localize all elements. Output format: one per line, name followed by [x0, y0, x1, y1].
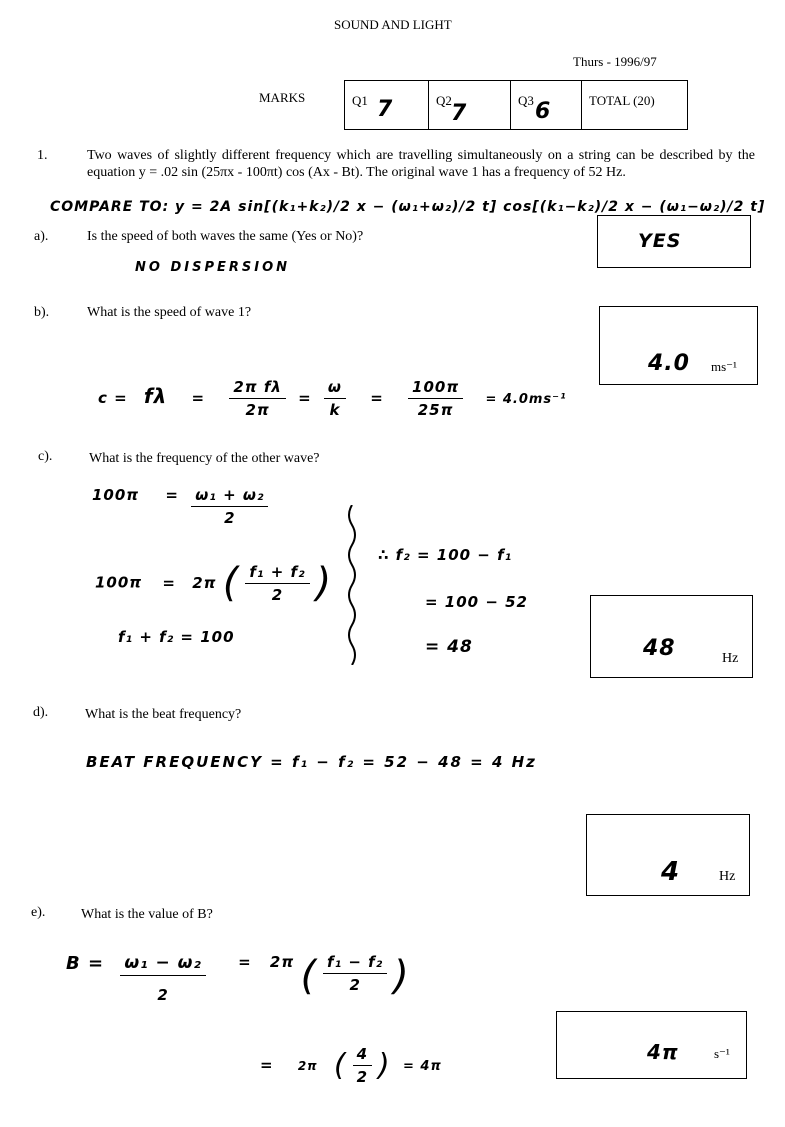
fraction: $\frac{\text{f₁ + f₂}}{2}$ [245, 563, 309, 604]
working-term: = [260, 1056, 274, 1074]
working-term: = [165, 486, 179, 504]
part-d-question: What is the beat frequency? [85, 707, 242, 722]
working-term: = 4π [403, 1059, 442, 1074]
curly-brace-icon [342, 505, 362, 665]
part-a-working: NO DISPERSION [135, 260, 290, 275]
part-a-question: Is the speed of both waves the same (Yes or No)? [87, 229, 364, 244]
part-c-working-right-1: ∴ f₂ = 100 − f₁ [378, 546, 513, 564]
question-number: 1. [37, 148, 48, 163]
part-b-working [98, 378, 567, 419]
part-d-label: d). [33, 705, 49, 720]
working-term: = [298, 389, 312, 407]
fraction: $\frac{4}{2}$ [353, 1045, 372, 1086]
part-c-working-line-1 [92, 486, 274, 527]
part-c-answer: 48 [643, 636, 676, 661]
marks-cell-label: TOTAL (20) [589, 93, 655, 108]
part-e-unit: s⁻¹ [714, 1046, 730, 1061]
part-d-answer: 4 [661, 857, 681, 887]
working-term: 2π [192, 573, 217, 592]
working-term: fλ [143, 384, 168, 408]
working-term: 100π [95, 573, 143, 592]
part-c-working-right-2: = 100 − 52 [425, 593, 528, 611]
question-text: Two waves of slightly different frequency which are travelling simultaneously on a string can be described by the equation y = .02 sin (25πx - 100πt) cos (Ax - Bt). The original wave 1 has a frequency of 52 Hz. [87, 148, 755, 180]
date-label: Thurs - 1996/97 [573, 54, 657, 69]
marks-cell-q3 [511, 81, 582, 129]
marks-cell-score: 6 [535, 99, 552, 124]
page-title: SOUND AND LIGHT [334, 17, 452, 32]
marks-cell-total [582, 81, 687, 129]
part-c-working-line-3: f₁ + f₂ = 100 [118, 628, 235, 646]
marks-cell-q2 [429, 81, 511, 129]
part-a-label: a). [34, 229, 49, 244]
part-e-answer-box [556, 1011, 747, 1079]
part-c-question: What is the frequency of the other wave? [89, 451, 320, 466]
fraction: $\frac{\text{ω₁ + ω₂}}{2}$ [191, 486, 268, 527]
working-term: = [238, 953, 252, 971]
marks-cell-label: Q1 [352, 93, 368, 108]
part-c-unit: Hz [722, 651, 739, 666]
working-term: 2π [269, 953, 295, 971]
working-term: c = [98, 389, 128, 407]
working-term: = 4.0ms⁻¹ [485, 392, 567, 407]
fraction: $\frac{\text{2π fλ}}{2\pi}$ [229, 378, 286, 419]
part-a-answer: YES [638, 230, 682, 252]
part-e-working-line-2: = 2π ( $\frac{4}{2}$ ) = 4π [260, 1045, 442, 1086]
working-term: 2π [297, 1059, 318, 1073]
marks-cell-label: Q2 [436, 93, 452, 108]
fraction: $\frac{\omega}{k}$ [324, 378, 346, 419]
part-e-working-line-1: B = $\frac{\text{ω₁ − ω₂}}{2}$ = 2π ( $\frac{\text{f₁ − f₂}}{2}$ ) [66, 953, 410, 1004]
fraction: $\frac{100\pi}{25\pi}$ [408, 378, 463, 419]
marks-cell-score: 7 [451, 101, 468, 126]
part-e-label: e). [31, 905, 46, 920]
working-term: B = [66, 953, 105, 974]
part-e-question: What is the value of B? [81, 907, 213, 922]
part-d-answer-box [586, 814, 750, 896]
part-e-answer: 4π [647, 1040, 679, 1064]
part-c-answer-box [590, 595, 753, 678]
marks-cell-score: 7 [377, 97, 394, 122]
fraction: $\frac{\text{ω₁ − ω₂}}{2}$ [120, 953, 206, 1004]
part-a-answer-box [597, 215, 751, 268]
marks-label: MARKS [259, 90, 306, 105]
part-b-unit: ms⁻¹ [711, 359, 737, 374]
part-b-answer: 4.0 [648, 351, 690, 376]
part-c-working-right-3: = 48 [425, 637, 473, 657]
working-term: = [162, 573, 176, 592]
marks-cell-q1 [345, 81, 429, 129]
part-c-working-line-2: 100π = 2π ( $\frac{\text{f₁ + f₂}}{2}$ ) [95, 560, 333, 606]
part-d-unit: Hz [719, 869, 736, 884]
part-b-question: What is the speed of wave 1? [87, 305, 252, 320]
marks-cell-label: Q3 [518, 93, 534, 108]
working-term: = [191, 389, 206, 407]
part-b-answer-box [599, 306, 758, 385]
working-term: 100π [92, 486, 140, 504]
handwritten-compare-equation: COMPARE TO: y = 2A sin[(k₁+k₂)/2 x − (ω₁+ω₂)/2 t] cos[(k₁−k₂)/2 x − (ω₁−ω₂)/2 t] [50, 199, 766, 215]
part-c-label: c). [38, 449, 53, 464]
fraction: $\frac{\text{f₁ − f₂}}{2}$ [323, 953, 387, 994]
working-term: = [370, 389, 384, 407]
marks-table [344, 80, 688, 130]
part-b-label: b). [34, 305, 50, 320]
part-d-working: BEAT FREQUENCY = f₁ − f₂ = 52 − 48 = 4 Hz [86, 753, 537, 771]
